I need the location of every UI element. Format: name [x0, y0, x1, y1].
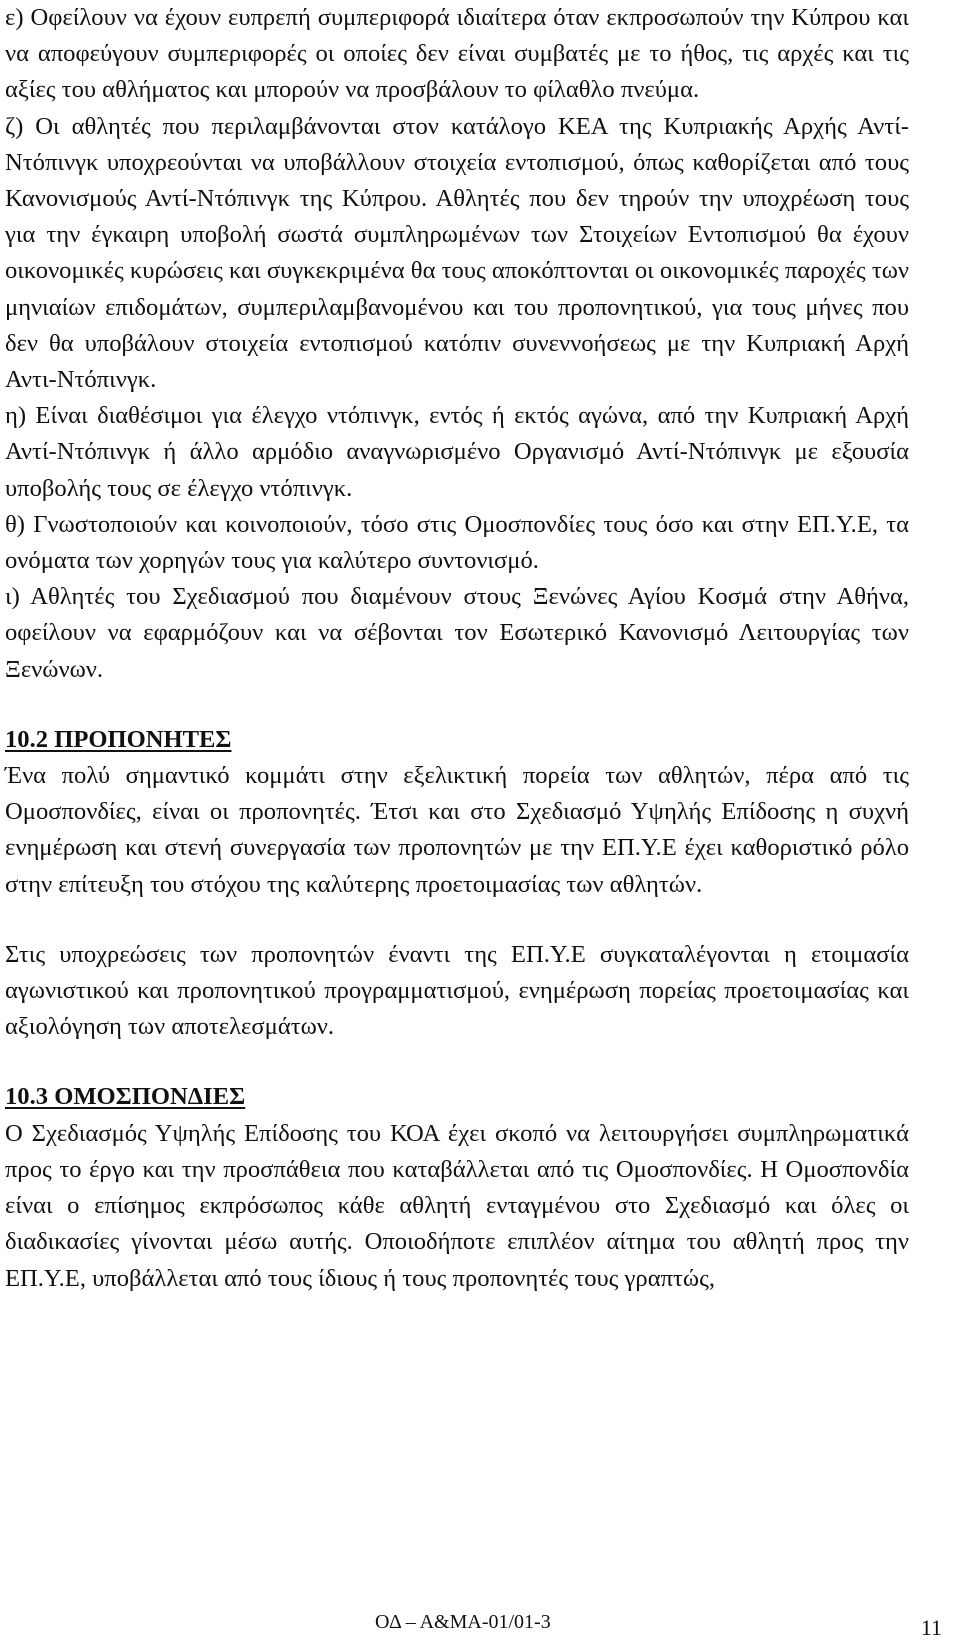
document-code: ΟΔ – Α&ΜΑ-01/01-3 [375, 1611, 551, 1633]
coaches-paragraph-1: Ένα πολύ σημαντικό κομμάτι στην εξελικτική πορεία των αθλητών, πέρα από τις Ομοσπονδίες, είναι οι προπονητές. Έτσι και στο Σχεδιασμό Υψηλής Επίδοσης η συχνή ενημέρωση και στενή συνεργασία των προπονητών με την ΕΠ.Υ.Ε έχει καθοριστικό ρόλο στην επίτευξη του στόχου της καλύτερης προετοιμασίας των αθλητών. [5, 762, 909, 898]
federations-paragraph-1: Ο Σχεδιασμός Υψηλής Επίδοσης του ΚΟΑ έχει σκοπό να λειτουργήσει συμπληρωματικά προς το έργο και την προσπάθεια που καταβάλλεται από τις Ομοσπονδίες. Η Ομοσπονδία είναι ο επίσημος εκπρόσωπος κάθε αθλητή ενταγμένου στο Σχεδιασμό και όλες οι διαδικασίες γίνονται μέσω αυτής. Οποιοδήποτε επιπλέον αίτημα του αθλητή προς την ΕΠ.Υ.Ε, υποβάλλεται από τους ίδιους ή τους προπονητές τους γραπτώς, [5, 1119, 909, 1292]
section-heading-coaches: 10.2 ΠΡΟΠΟΝΗΤΕΣ [5, 725, 232, 753]
section-spacer [5, 688, 909, 722]
paragraph-z: ζ) Οι αθλητές που περιλαμβάνονται στον κατάλογο ΚΕΑ της Κυπριακής Αρχής Αντί-Ντόπινγκ υποχρεούνται να υποβάλλουν στοιχεία εντοπισμού, όπως καθορίζεται από τους Κανονισμούς Αντί-Ντόπινγκ της Κύπρου. Αθλητές που δεν τηρούν την υποχρέωση τους για την έγκαιρη υποβολή σωστά συμπληρωμένων των Στοιχείων Εντοπισμού θα έχουν οικονομικές κυρώσεις και συγκεκριμένα θα τους αποκόπτονται οι οικονομικές παροχές των μηνιαίων επιδομάτων, συμπεριλαμβανομένου και του προπονητικού, για τους μήνες που δεν θα υποβάλουν στοιχεία εντοπισμού κατόπιν συνεννοήσεως με την Κυπριακή Αρχή Αντι-Ντόπινγκ. [5, 112, 910, 394]
coaches-paragraph-2: Στις υποχρεώσεις των προπονητών έναντι της ΕΠ.Υ.Ε συγκαταλέγονται η ετοιμασία αγωνιστικού και προπονητικού προγραμματισμού, ενημέρωση πορείας προετοιμασίας και αξιολόγηση των αποτελεσμάτων. [5, 940, 909, 1041]
document-page [5, 0, 909, 1297]
paragraph-spacer [5, 903, 909, 937]
page-footer [0, 1601, 960, 1641]
section-heading-federations: 10.3 ΟΜΟΣΠΟΝΔΙΕΣ [5, 1083, 246, 1111]
section-spacer [5, 1045, 909, 1079]
paragraph-th: θ) Γνωστοποιούν και κοινοποιούν, τόσο στις Ομοσπονδίες τους όσο και στην ΕΠ.Υ.Ε, τα ονόματα των χορηγών τους για καλύτερο συντονισμό. [5, 510, 909, 575]
paragraph-e: ε) Οφείλουν να έχουν ευπρεπή συμπεριφορά ιδιαίτερα όταν εκπροσωπούν την Κύπρου και να αποφεύγουν συμπεριφορές οι οποίες δεν είναι συμβατές με το ήθος, τις αρχές και τις αξίες του αθλήματος και μπορούν να προσβάλουν το φίλαθλο πνεύμα. [5, 4, 909, 104]
paragraph-h: η) Είναι διαθέσιμοι για έλεγχο ντόπινγκ, εντός ή εκτός αγώνα, από την Κυπριακή Αρχή Αντί-Ντόπινγκ ή άλλο αρμόδιο αναγνωρισμένο Οργανισμό Αντί-Ντόπινγκ με εξουσία υποβολής τους σε έλεγχο ντόπινγκ. [5, 402, 909, 502]
page-number: 11 [920, 1615, 942, 1640]
paragraph-i: ι) Αθλητές του Σχεδιασμού που διαμένουν στους Ξενώνες Αγίου Κοσμά στην Αθήνα, οφείλουν να εφαρμόζουν και να σέβονται τον Εσωτερικό Κανονισμό Λειτουργίας των Ξενώνων. [5, 583, 909, 683]
